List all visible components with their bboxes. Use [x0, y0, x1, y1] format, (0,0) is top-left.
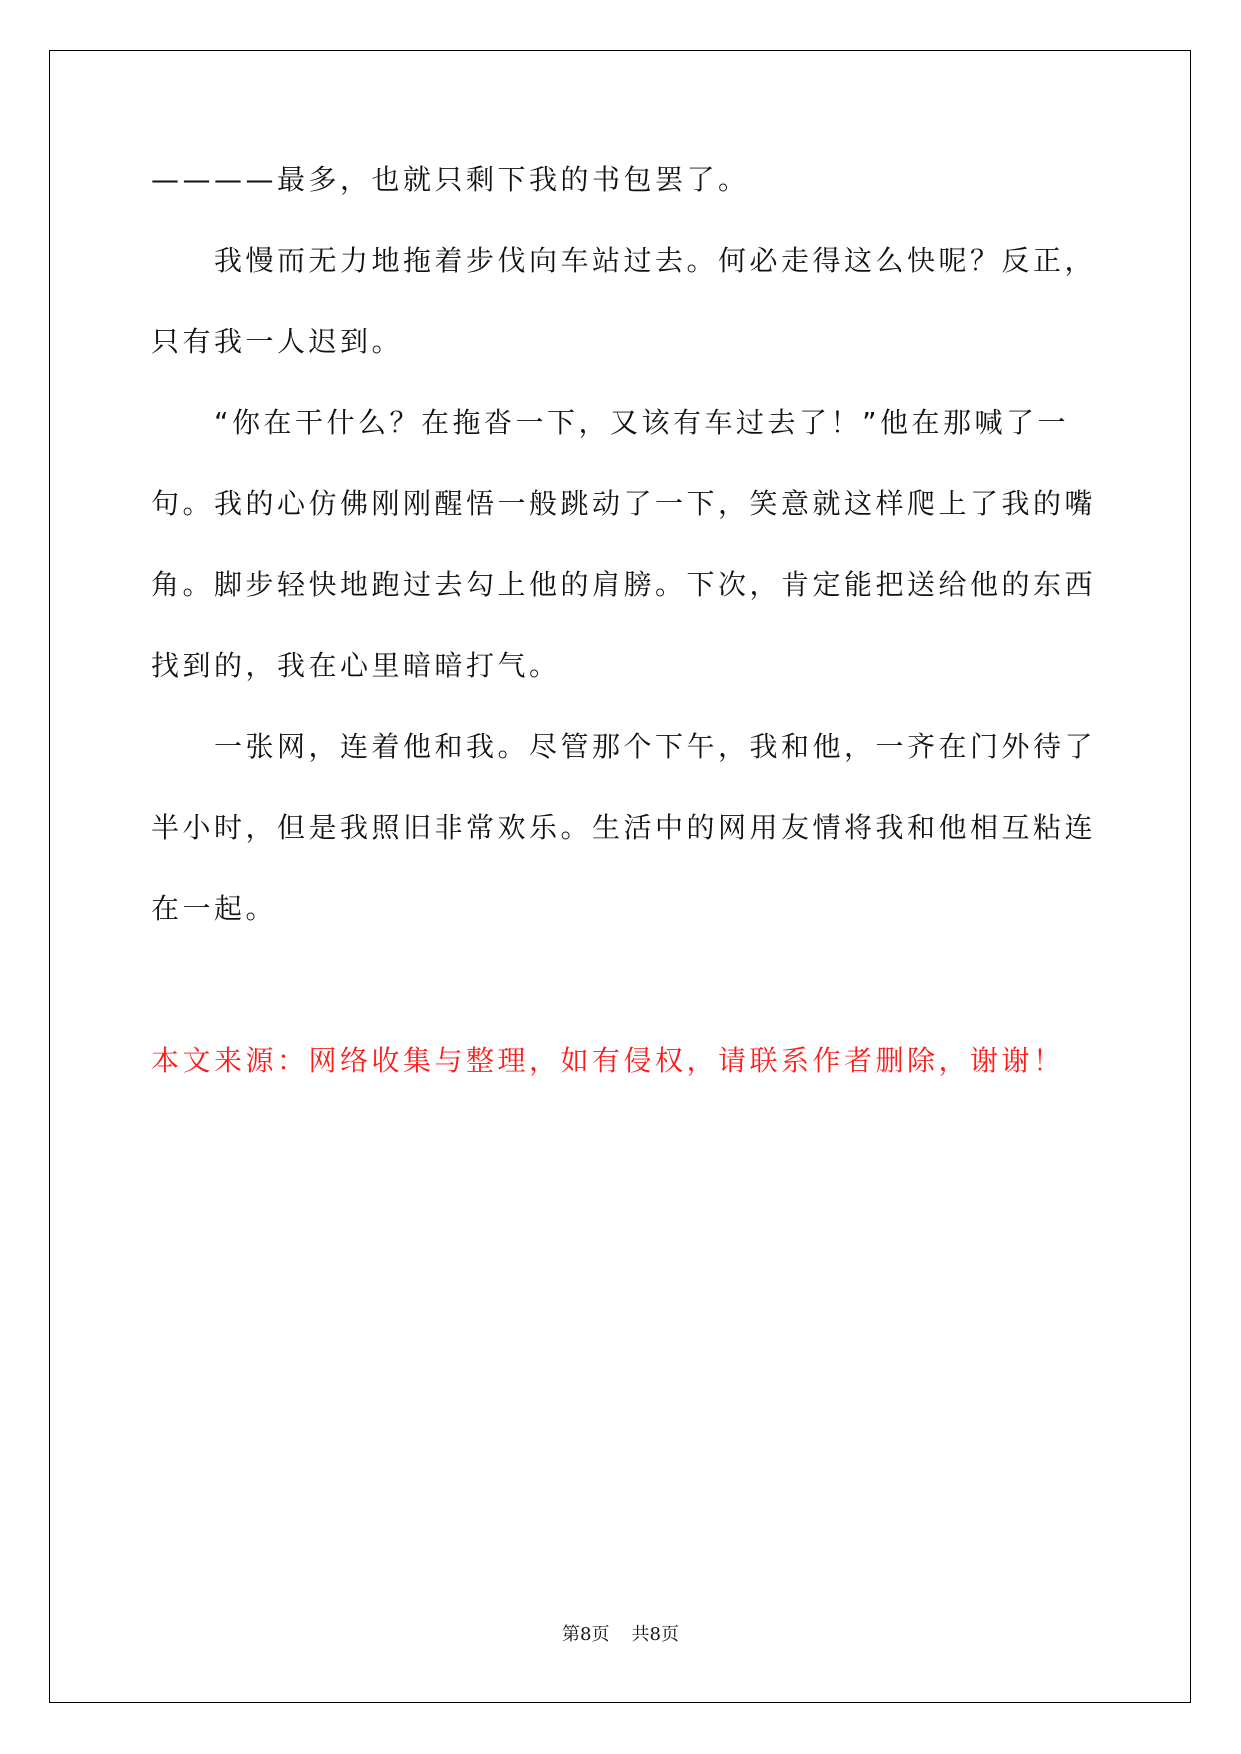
text-line: 半小时，但是我照旧非常欢乐。生活中的网用友情将我和他相互粘连: [151, 811, 1097, 844]
document-body: [151, 160, 1097, 970]
source-note: 本文来源：网络收集与整理，如有侵权，请联系作者删除，谢谢！: [151, 1044, 1065, 1077]
paragraph-3: [151, 403, 1097, 686]
text-line: ————最多，也就只剩下我的书包罢了。: [151, 163, 750, 196]
page-total: 共8页: [631, 1624, 679, 1645]
text-line: 我慢而无力地拖着步伐向车站过去。何必走得这么快呢？反正，: [151, 244, 1097, 277]
paragraph-1: [151, 160, 1091, 200]
page-footer: [0, 1620, 1241, 1646]
text-line: 句。我的心仿佛刚刚醒悟一般跳动了一下，笑意就这样爬上了我的嘴: [151, 487, 1097, 520]
text-line: 角。脚步轻快地跑过去勾上他的肩膀。下次，肯定能把送给他的东西: [151, 568, 1097, 601]
text-line: 一张网，连着他和我。尽管那个下午，我和他，一齐在门外待了: [151, 730, 1097, 763]
text-line: 在一起。: [151, 892, 278, 925]
paragraph-4: [151, 727, 1097, 929]
text-line: 找到的，我在心里暗暗打气。: [151, 649, 561, 682]
paragraph-2: [151, 241, 1097, 362]
text-line: 只有我一人迟到。: [151, 325, 404, 358]
text-line: “你在干什么？在拖沓一下，又该有车过去了！”他在那喊了一: [151, 406, 1070, 439]
page-number: 第8页: [562, 1624, 610, 1645]
